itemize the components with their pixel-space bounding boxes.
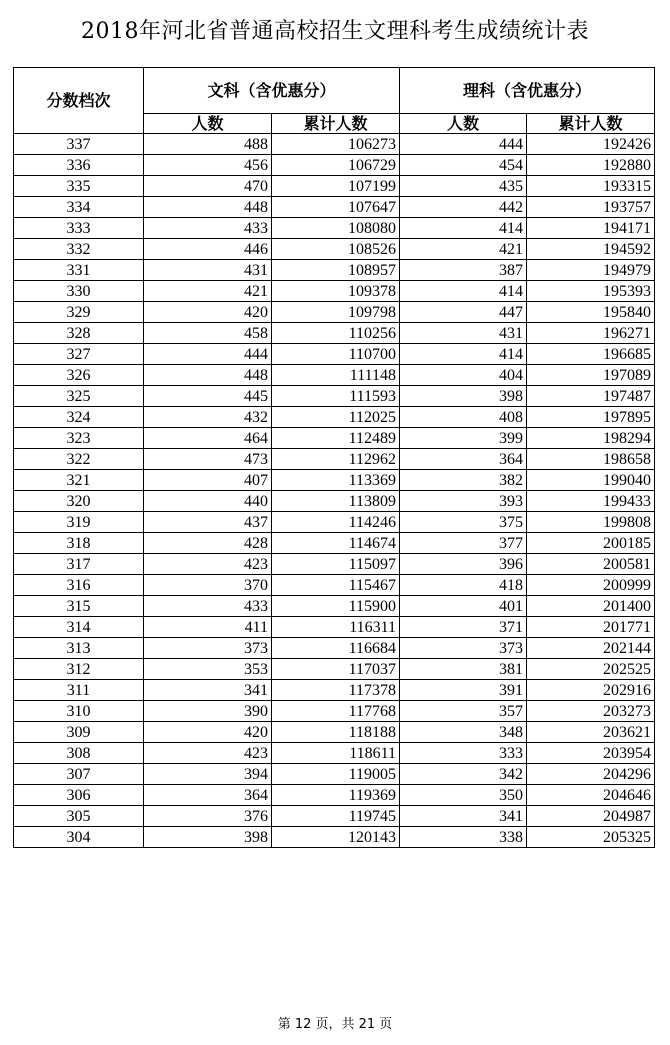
- score-cell: 325: [14, 386, 144, 407]
- arts-cumulative-cell: 119005: [272, 764, 400, 785]
- science-count-cell: 435: [400, 176, 527, 197]
- science-cumulative-cell: 197895: [527, 407, 655, 428]
- table-row: [14, 134, 655, 155]
- score-cell: 313: [14, 638, 144, 659]
- score-cell: 316: [14, 575, 144, 596]
- score-cell: 321: [14, 470, 144, 491]
- table-row: [14, 344, 655, 365]
- table-row: [14, 407, 655, 428]
- arts-count-cell: 353: [144, 659, 272, 680]
- table-row: [14, 197, 655, 218]
- score-cell: 324: [14, 407, 144, 428]
- arts-cumulative-cell: 117378: [272, 680, 400, 701]
- science-cumulative-header: 累计人数: [527, 114, 655, 134]
- arts-cumulative-header: 累计人数: [272, 114, 400, 134]
- score-cell: 312: [14, 659, 144, 680]
- science-count-cell: 398: [400, 386, 527, 407]
- score-cell: 306: [14, 785, 144, 806]
- science-cumulative-cell: 204296: [527, 764, 655, 785]
- arts-count-cell: 433: [144, 596, 272, 617]
- science-count-cell: 418: [400, 575, 527, 596]
- arts-count-cell: 456: [144, 155, 272, 176]
- arts-count-header: 人数: [144, 114, 272, 134]
- arts-cumulative-cell: 112025: [272, 407, 400, 428]
- science-cumulative-cell: 200185: [527, 533, 655, 554]
- score-cell: 333: [14, 218, 144, 239]
- score-cell: 326: [14, 365, 144, 386]
- score-cell: 331: [14, 260, 144, 281]
- science-cumulative-cell: 192426: [527, 134, 655, 155]
- table-row: [14, 218, 655, 239]
- table-row: [14, 596, 655, 617]
- arts-count-cell: 470: [144, 176, 272, 197]
- science-cumulative-cell: 201771: [527, 617, 655, 638]
- arts-cumulative-cell: 109798: [272, 302, 400, 323]
- science-cumulative-cell: 193757: [527, 197, 655, 218]
- score-cell: 337: [14, 134, 144, 155]
- arts-cumulative-cell: 111593: [272, 386, 400, 407]
- score-column-header: 分数档次: [14, 68, 144, 134]
- table-row: [14, 638, 655, 659]
- science-count-cell: 454: [400, 155, 527, 176]
- score-cell: 336: [14, 155, 144, 176]
- science-count-cell: 382: [400, 470, 527, 491]
- arts-count-cell: 428: [144, 533, 272, 554]
- science-count-cell: 444: [400, 134, 527, 155]
- science-cumulative-cell: 194592: [527, 239, 655, 260]
- science-count-cell: 414: [400, 281, 527, 302]
- science-count-cell: 442: [400, 197, 527, 218]
- arts-count-cell: 370: [144, 575, 272, 596]
- science-cumulative-cell: 198294: [527, 428, 655, 449]
- arts-count-cell: 411: [144, 617, 272, 638]
- science-cumulative-cell: 196271: [527, 323, 655, 344]
- table-row: [14, 806, 655, 827]
- science-cumulative-cell: 199808: [527, 512, 655, 533]
- table-row: [14, 617, 655, 638]
- science-cumulative-cell: 201400: [527, 596, 655, 617]
- arts-count-cell: 488: [144, 134, 272, 155]
- table-row: [14, 575, 655, 596]
- science-cumulative-cell: 203621: [527, 722, 655, 743]
- arts-cumulative-cell: 111148: [272, 365, 400, 386]
- science-count-cell: 357: [400, 701, 527, 722]
- score-cell: 330: [14, 281, 144, 302]
- arts-count-cell: 423: [144, 743, 272, 764]
- science-count-cell: 387: [400, 260, 527, 281]
- table-row: [14, 470, 655, 491]
- arts-cumulative-cell: 115097: [272, 554, 400, 575]
- table-body: [14, 134, 655, 848]
- table-row: [14, 155, 655, 176]
- science-cumulative-cell: 202144: [527, 638, 655, 659]
- science-count-cell: 414: [400, 344, 527, 365]
- page-footer: 第 12 页，共 21 页: [277, 1017, 393, 1032]
- science-cumulative-cell: 199040: [527, 470, 655, 491]
- science-count-cell: 391: [400, 680, 527, 701]
- score-cell: 328: [14, 323, 144, 344]
- science-cumulative-cell: 205325: [527, 827, 655, 848]
- science-cumulative-cell: 202916: [527, 680, 655, 701]
- score-cell: 304: [14, 827, 144, 848]
- arts-count-cell: 445: [144, 386, 272, 407]
- arts-cumulative-cell: 115467: [272, 575, 400, 596]
- score-cell: 314: [14, 617, 144, 638]
- table-header-row: [14, 68, 655, 114]
- science-cumulative-cell: 198658: [527, 449, 655, 470]
- arts-count-cell: 420: [144, 722, 272, 743]
- score-cell: 320: [14, 491, 144, 512]
- science-count-cell: 399: [400, 428, 527, 449]
- science-count-cell: 401: [400, 596, 527, 617]
- science-cumulative-cell: 203273: [527, 701, 655, 722]
- arts-cumulative-cell: 117768: [272, 701, 400, 722]
- science-count-cell: 421: [400, 239, 527, 260]
- science-count-cell: 393: [400, 491, 527, 512]
- table-row: [14, 722, 655, 743]
- arts-cumulative-cell: 113369: [272, 470, 400, 491]
- science-cumulative-cell: 197089: [527, 365, 655, 386]
- table-row: [14, 764, 655, 785]
- arts-cumulative-cell: 118188: [272, 722, 400, 743]
- science-cumulative-cell: 193315: [527, 176, 655, 197]
- score-cell: 309: [14, 722, 144, 743]
- arts-cumulative-cell: 112489: [272, 428, 400, 449]
- score-cell: 315: [14, 596, 144, 617]
- science-count-cell: 447: [400, 302, 527, 323]
- arts-cumulative-cell: 115900: [272, 596, 400, 617]
- arts-count-cell: 448: [144, 197, 272, 218]
- science-count-cell: 375: [400, 512, 527, 533]
- score-statistics-table: [13, 67, 655, 848]
- science-count-cell: 348: [400, 722, 527, 743]
- table-row: [14, 680, 655, 701]
- arts-count-cell: 473: [144, 449, 272, 470]
- science-count-cell: 364: [400, 449, 527, 470]
- table-row: [14, 281, 655, 302]
- arts-count-cell: 341: [144, 680, 272, 701]
- arts-column-group-header: 文科（含优惠分）: [144, 68, 400, 114]
- score-cell: 323: [14, 428, 144, 449]
- science-cumulative-cell: 200999: [527, 575, 655, 596]
- table-row: [14, 827, 655, 848]
- science-count-cell: 408: [400, 407, 527, 428]
- arts-cumulative-cell: 117037: [272, 659, 400, 680]
- science-column-group-header: 理科（含优惠分）: [400, 68, 655, 114]
- arts-count-cell: 444: [144, 344, 272, 365]
- arts-count-cell: 437: [144, 512, 272, 533]
- science-count-cell: 377: [400, 533, 527, 554]
- table-row: [14, 176, 655, 197]
- table-row: [14, 365, 655, 386]
- science-count-cell: 341: [400, 806, 527, 827]
- score-cell: 332: [14, 239, 144, 260]
- arts-count-cell: 423: [144, 554, 272, 575]
- score-cell: 307: [14, 764, 144, 785]
- arts-cumulative-cell: 120143: [272, 827, 400, 848]
- score-cell: 335: [14, 176, 144, 197]
- table-row: [14, 743, 655, 764]
- science-cumulative-cell: 197487: [527, 386, 655, 407]
- arts-count-cell: 446: [144, 239, 272, 260]
- science-count-cell: 371: [400, 617, 527, 638]
- score-cell: 327: [14, 344, 144, 365]
- table-row: [14, 554, 655, 575]
- table-row: [14, 449, 655, 470]
- score-cell: 310: [14, 701, 144, 722]
- arts-count-cell: 431: [144, 260, 272, 281]
- arts-cumulative-cell: 107199: [272, 176, 400, 197]
- arts-count-cell: 433: [144, 218, 272, 239]
- table-row: [14, 323, 655, 344]
- arts-cumulative-cell: 108080: [272, 218, 400, 239]
- arts-count-cell: 421: [144, 281, 272, 302]
- science-cumulative-cell: 194171: [527, 218, 655, 239]
- score-cell: 319: [14, 512, 144, 533]
- science-count-cell: 414: [400, 218, 527, 239]
- science-cumulative-cell: 196685: [527, 344, 655, 365]
- science-cumulative-cell: 194979: [527, 260, 655, 281]
- score-cell: 322: [14, 449, 144, 470]
- science-count-cell: 350: [400, 785, 527, 806]
- score-cell: 329: [14, 302, 144, 323]
- science-cumulative-cell: 199433: [527, 491, 655, 512]
- science-count-cell: 404: [400, 365, 527, 386]
- science-count-cell: 431: [400, 323, 527, 344]
- arts-cumulative-cell: 107647: [272, 197, 400, 218]
- arts-cumulative-cell: 108526: [272, 239, 400, 260]
- arts-cumulative-cell: 110700: [272, 344, 400, 365]
- arts-cumulative-cell: 108957: [272, 260, 400, 281]
- science-count-cell: 373: [400, 638, 527, 659]
- arts-count-cell: 464: [144, 428, 272, 449]
- table-row: [14, 659, 655, 680]
- science-count-cell: 396: [400, 554, 527, 575]
- arts-cumulative-cell: 118611: [272, 743, 400, 764]
- table-row: [14, 491, 655, 512]
- science-cumulative-cell: 202525: [527, 659, 655, 680]
- document-title: 2018年河北省普通高校招生文理科考生成绩统计表: [81, 19, 589, 44]
- science-count-cell: 342: [400, 764, 527, 785]
- table-row: [14, 386, 655, 407]
- science-count-header: 人数: [400, 114, 527, 134]
- arts-count-cell: 440: [144, 491, 272, 512]
- arts-cumulative-cell: 112962: [272, 449, 400, 470]
- science-cumulative-cell: 204646: [527, 785, 655, 806]
- science-cumulative-cell: 204987: [527, 806, 655, 827]
- score-cell: 318: [14, 533, 144, 554]
- science-cumulative-cell: 200581: [527, 554, 655, 575]
- science-count-cell: 333: [400, 743, 527, 764]
- arts-cumulative-cell: 109378: [272, 281, 400, 302]
- table-row: [14, 428, 655, 449]
- table-row: [14, 785, 655, 806]
- science-count-cell: 338: [400, 827, 527, 848]
- arts-cumulative-cell: 119369: [272, 785, 400, 806]
- score-cell: 317: [14, 554, 144, 575]
- score-cell: 308: [14, 743, 144, 764]
- science-cumulative-cell: 195840: [527, 302, 655, 323]
- arts-count-cell: 373: [144, 638, 272, 659]
- science-cumulative-cell: 203954: [527, 743, 655, 764]
- arts-cumulative-cell: 116311: [272, 617, 400, 638]
- score-cell: 311: [14, 680, 144, 701]
- science-cumulative-cell: 195393: [527, 281, 655, 302]
- arts-cumulative-cell: 114246: [272, 512, 400, 533]
- arts-count-cell: 432: [144, 407, 272, 428]
- arts-cumulative-cell: 113809: [272, 491, 400, 512]
- table-row: [14, 701, 655, 722]
- science-count-cell: 381: [400, 659, 527, 680]
- arts-count-cell: 394: [144, 764, 272, 785]
- arts-count-cell: 398: [144, 827, 272, 848]
- arts-count-cell: 376: [144, 806, 272, 827]
- arts-count-cell: 364: [144, 785, 272, 806]
- table-row: [14, 239, 655, 260]
- table-row: [14, 533, 655, 554]
- score-cell: 305: [14, 806, 144, 827]
- arts-cumulative-cell: 110256: [272, 323, 400, 344]
- arts-cumulative-cell: 106729: [272, 155, 400, 176]
- arts-cumulative-cell: 114674: [272, 533, 400, 554]
- arts-count-cell: 458: [144, 323, 272, 344]
- arts-count-cell: 420: [144, 302, 272, 323]
- arts-count-cell: 448: [144, 365, 272, 386]
- science-cumulative-cell: 192880: [527, 155, 655, 176]
- arts-cumulative-cell: 119745: [272, 806, 400, 827]
- table-row: [14, 260, 655, 281]
- table-row: [14, 512, 655, 533]
- arts-count-cell: 390: [144, 701, 272, 722]
- score-cell: 334: [14, 197, 144, 218]
- arts-cumulative-cell: 106273: [272, 134, 400, 155]
- arts-cumulative-cell: 116684: [272, 638, 400, 659]
- arts-count-cell: 407: [144, 470, 272, 491]
- table-row: [14, 302, 655, 323]
